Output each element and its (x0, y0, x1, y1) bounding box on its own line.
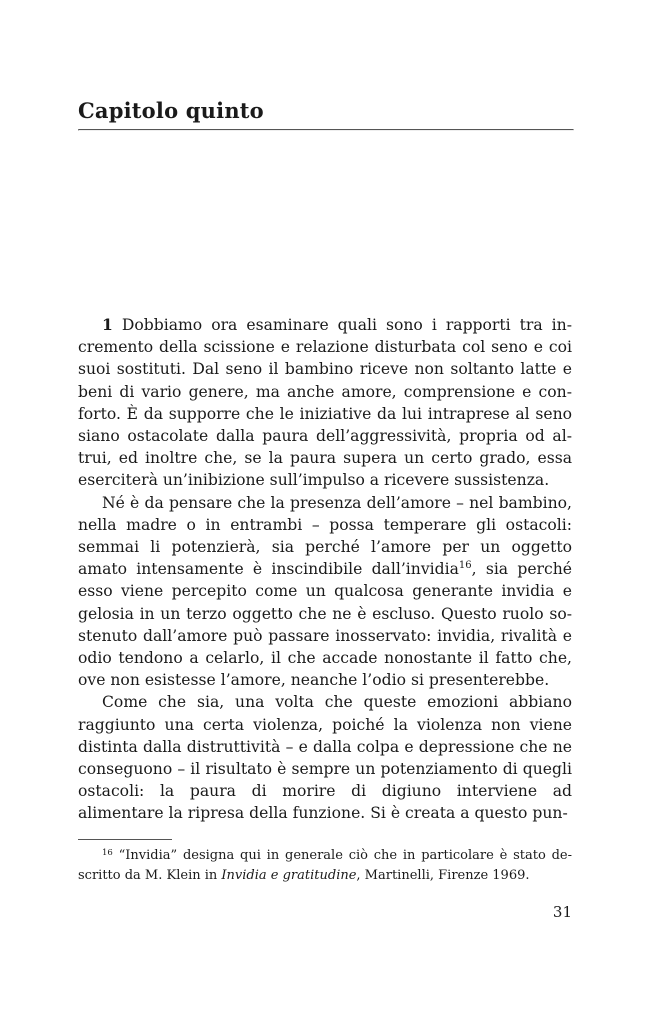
paragraph-2 (78, 492, 572, 692)
chapter-title: Capitolo quinto (78, 98, 264, 123)
main-text (78, 314, 572, 825)
footnote-number: 16 (102, 848, 113, 858)
paragraph-1 (78, 314, 572, 492)
section-number: 1 (102, 315, 113, 334)
footnote (78, 846, 572, 886)
paragraph-2-text-after: , sia perché esso viene percepito come un qualcosa generante invidia e gelosia in un terzo oggetto che ne è escluso. Questo ruolo sostenuto dall’amore può passare inosservato: invidia, rivalità e odio tendono a celarlo, il che accade nonostante il fatto che, ove non esistesse l’amore, neanche l’odio si presenterebbe. (78, 560, 573, 690)
paragraph-3 (78, 691, 572, 824)
paragraph-3-text: Come che sia, una volta che queste emozioni abbiano raggiunto una certa violenza, poiché la violenza non viene distinta dalla distruttività – e dalla colpa e depressione che ne conseguono – il risultato è sempre un potenziamento di quegli ostacoli: la paura di morire di digiuno interviene ad alimentare la ripresa della funzione. Si è creata a questo pun- (78, 693, 572, 823)
paragraph-2-text-before: Né è da pensare che la presenza dell’amore – nel bambino, nella madre o in entrambi – possa temperare gli ostacoli: semmai li potenzierà, sia perché l’amore per un oggetto amato intensamente è inscindibile dall’invidia (78, 493, 572, 579)
footnote-separator (78, 839, 172, 840)
page-number: 31 (552, 903, 572, 921)
footnote-text-before: “Invidia” designa qui in generale ciò che in particolare è stato descritto da M. Klein in (78, 848, 572, 883)
footnote-reference: 16 (458, 560, 472, 572)
footnote-book-title: Invidia e gratitudine (221, 868, 357, 883)
footnote-text-after: , Martinelli, Firenze 1969. (356, 868, 530, 883)
chapter-title-rule (78, 129, 574, 131)
paragraph-1-text: Dobbiamo ora esaminare quali sono i rapporti tra incremento della scissione e relazione disturbata col seno e coi suoi sostituti. Dal seno il bambino riceve non soltanto latte e beni di vario genere, ma anche amore, comprensione e conforto. È da supporre che le iniziative da lui intraprese al seno siano ostacolate dalla paura dell’aggressività, propria od altrui, ed inoltre che, se la paura supera un certo grado, essa eserciterà un’inibizione sull’impulso a ricevere sussistenza. (78, 316, 572, 490)
